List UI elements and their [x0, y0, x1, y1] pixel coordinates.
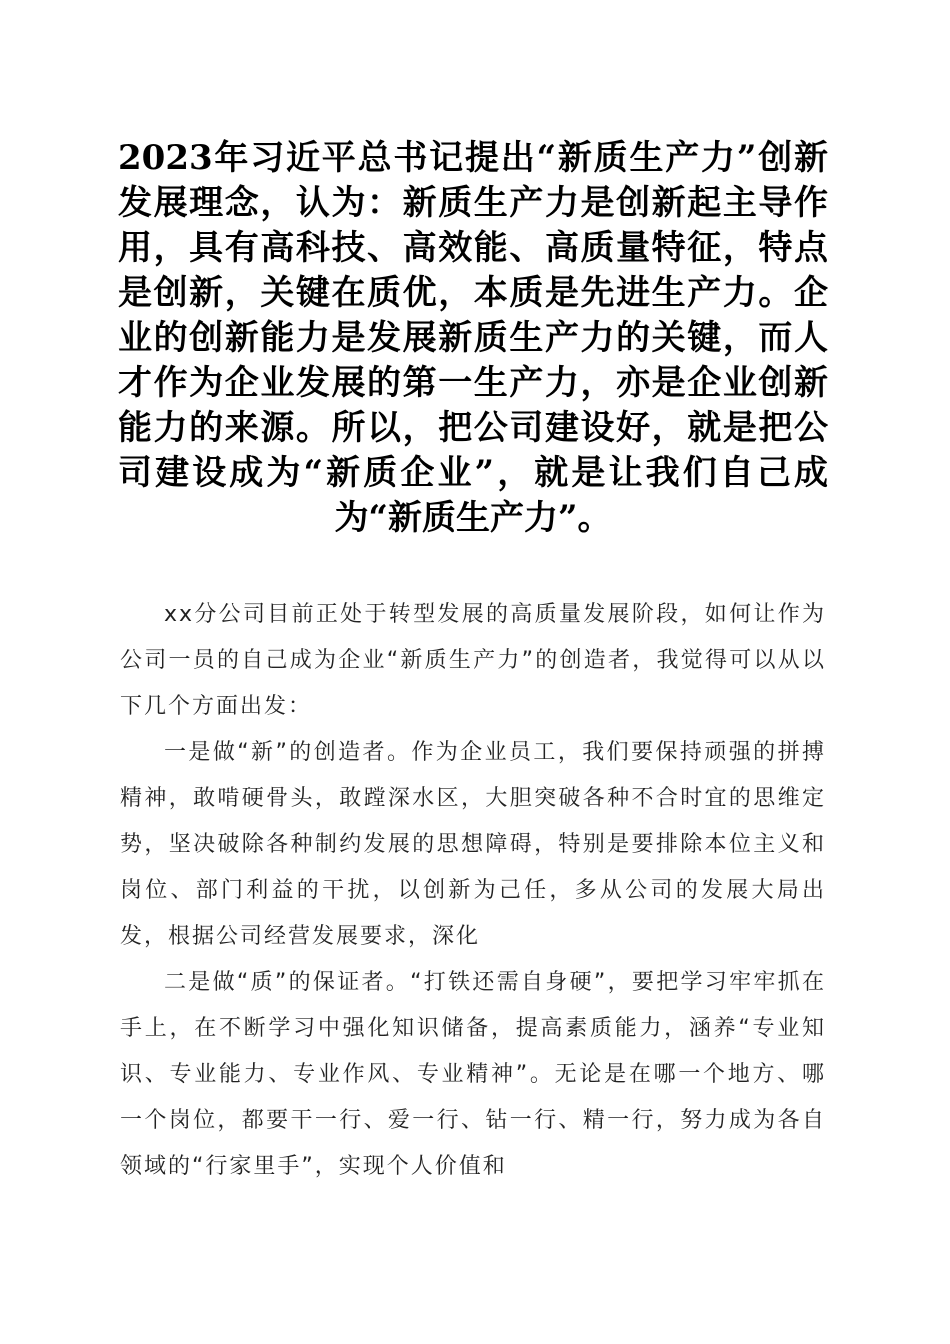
paragraph-point-two: 二是做“质”的保证者。“打铁还需自身硬”，要把学习牢牢抓在手上，在不断学习中强化知识储备，提高素质能力，涵养“专业知识、专业能力、专业作风、专业精神”。无论是在哪一个地方、哪一个岗位，都要干一行、爱一行、钻一行、精一行，努力成为各自领域的“行家里手”，实现个人价值和 — [120, 970, 826, 1179]
paragraph-intro: xx分公司目前正处于转型发展的高质量发展阶段，如何让作为公司一员的自己成为企业“新质生产力”的创造者，我觉得可以从以下几个方面出发： — [120, 602, 826, 719]
document-body — [120, 592, 826, 1190]
document-title: 2023年习近平总书记提出“新质生产力”创新发展理念，认为：新质生产力是创新起主导作用，具有高科技、高效能、高质量特征，特点是创新，关键在质优，本质是先进生产力。企业的创新能力是发展新质生产力的关键，而人才作为企业发展的第一生产力，亦是企业创新能力的来源。所以，把公司建设好，就是把公司建设成为“新质企业”，就是让我们自己成为“新质生产力”。 — [118, 138, 828, 538]
paragraph-point-one: 一是做“新”的创造者。作为企业员工，我们要保持顽强的拼搏精神，敢啃硬骨头，敢蹚深水区，大胆突破各种不合时宜的思维定势，坚决破除各种制约发展的思想障碍，特别是要排除本位主义和岗位、部门利益的干扰，以创新为己任，多从公司的发展大局出发，根据公司经营发展要求，深化 — [120, 740, 826, 949]
